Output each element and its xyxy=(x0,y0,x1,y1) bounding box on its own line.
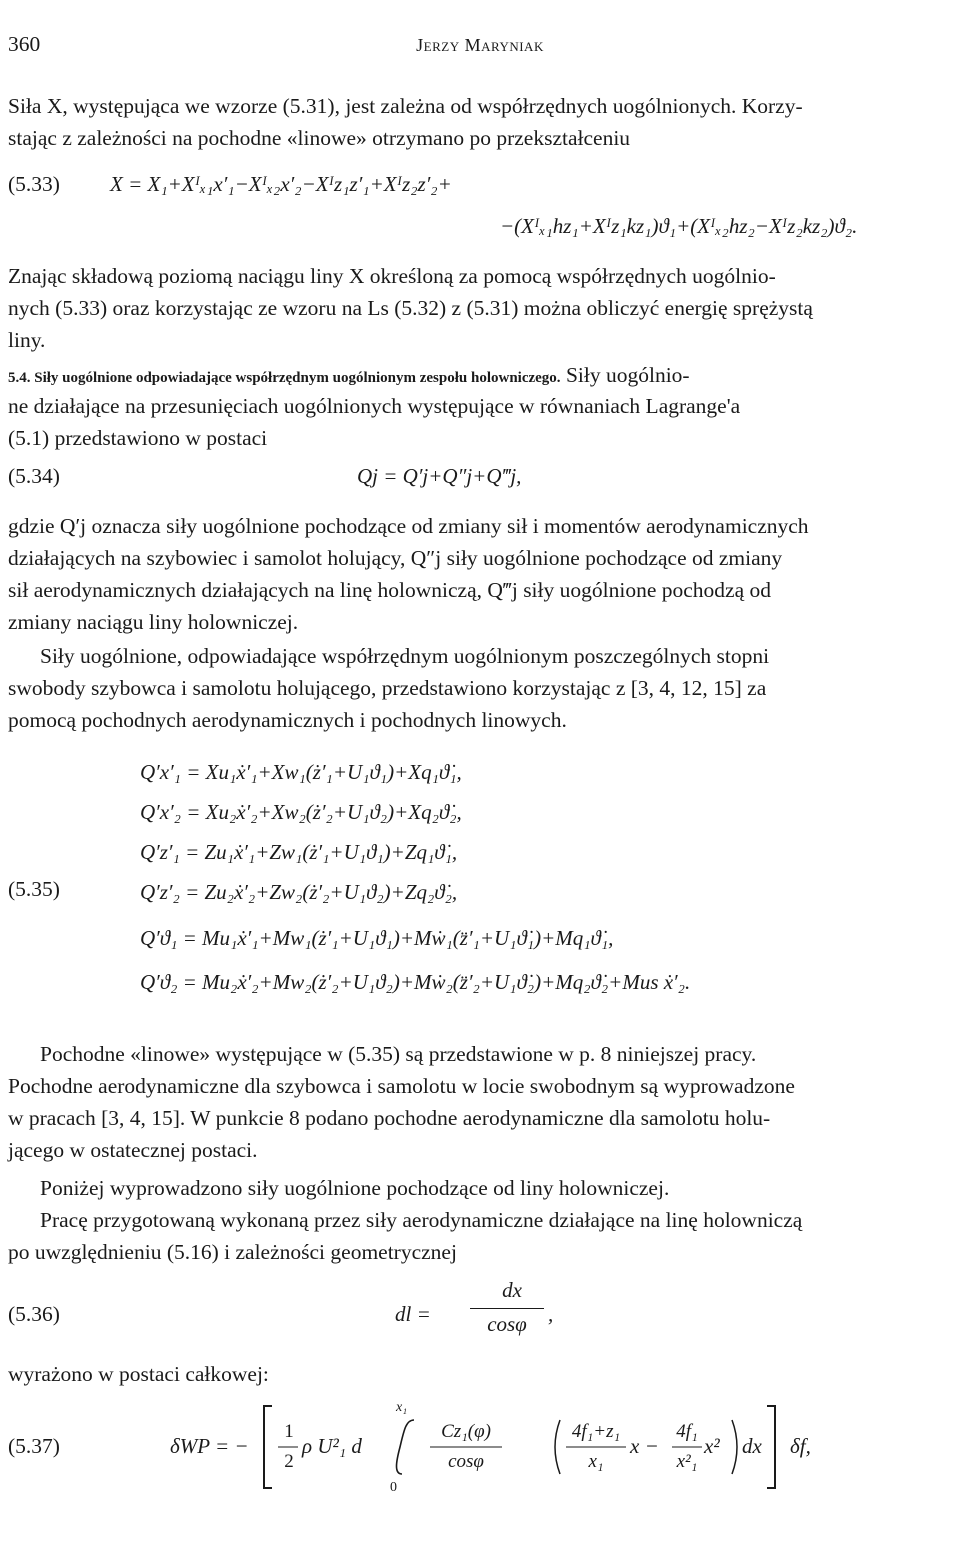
equation-5-33-line1: X = X₁+Xᴵₓ₁x′₁−Xᴵₓ₂x′₂−Xᴵz₁z′₁+Xᴵz₂z′₂+ xyxy=(110,172,452,196)
frac2-denominator: x²₁ xyxy=(676,1451,698,1472)
equation-5-35-row: Q′x′₂ = Xu₂ẋ′₂+Xw₂(ż′₂+U₁ϑ₂)+Xq₂ϑ̇₂, xyxy=(140,800,462,824)
paragraph-line: jącego w ostatecznej postaci. xyxy=(8,1138,258,1162)
paragraph-line: w pracach [3, 4, 15]. W punkcie 8 podano pochodne aerodynamiczne dla samolotu holu- xyxy=(8,1106,771,1130)
mid-term: x − xyxy=(630,1434,659,1458)
paragraph-line: Siły uogólnio- xyxy=(565,363,690,387)
paragraph-line: swobody szybowca i samolotu holującego, przedstawiono korzystając z [3, 4, 12, 15] za xyxy=(8,676,767,700)
paragraph-line: pomocą pochodnych aerodynamicznych i pochodnych linowych. xyxy=(8,708,567,732)
c-fraction-denominator: cosφ xyxy=(448,1451,484,1472)
x-squared-term: x² xyxy=(704,1434,720,1458)
paragraph-line: zmiany naciągu liny holowniczej. xyxy=(8,610,299,634)
delta-f-term: δf, xyxy=(790,1434,811,1458)
paragraph-line: nych (5.33) oraz korzystając ze wzoru na Ls (5.32) z (5.31) można obliczyć energię sprężystą xyxy=(8,296,813,320)
frac2-numerator: 4f₁ xyxy=(676,1421,698,1442)
fraction-numerator: dx xyxy=(502,1278,522,1302)
equation-5-34: Qj = Q′j+Q″j+Q‴j, xyxy=(357,464,522,488)
paragraph-line: Poniżej wyprowadzono siły uogólnione pochodzące od liny holowniczej. xyxy=(40,1176,670,1200)
running-title: Jerzy Maryniak xyxy=(416,35,544,55)
fraction-denominator: cosφ xyxy=(487,1312,527,1336)
equation-5-36-tail: , xyxy=(548,1302,554,1326)
paragraph-line: Pracę przygotowaną wykonaną przez siły aerodynamiczne działające na linę holowniczą xyxy=(40,1208,803,1232)
c-fraction-numerator: Cz₁(φ) xyxy=(441,1421,491,1442)
equation-label: (5.34) xyxy=(8,464,60,488)
paragraph-line: po uwzględnieniu (5.16) i zależności geometrycznej xyxy=(8,1240,457,1264)
equation-5-35-row: Q′ϑ₁ = Mu₁ẋ′₁+Mw₁(ż′₁+U₁ϑ₁)+Mẇ₁(z̈′₁+U₁ϑ̇₁)+Mq₁ϑ̇₁, xyxy=(140,926,614,950)
integral-upper-limit: x₁ xyxy=(396,1400,408,1415)
integral-sign xyxy=(397,1420,415,1474)
equation-5-35-row: Q′ϑ₂ = Mu₂ẋ′₂+Mw₂(ż′₂+U₁ϑ₂)+Mẇ₂(z̈′₂+U₁ϑ̇₂)+Mq₂ϑ̇₂+Mus ẋ′₂. xyxy=(140,970,691,994)
frac1-numerator: 4f₁+z₁ xyxy=(571,1421,621,1442)
paragraph-line: działających na szybowiec i samolot holujący, Q″j siły uogólnione pochodzące od zmiany xyxy=(8,546,783,570)
paragraph-line: Siła X, występująca we wzorze (5.31), jest zależna od współrzędnych uogólnionych. Korzy- xyxy=(8,94,803,118)
paragraph-line: wyrażono w postaci całkowej: xyxy=(8,1362,269,1386)
equation-5-35-row: Q′x′₁ = Xu₁ẋ′₁+Xw₁(ż′₁+U₁ϑ₁)+Xq₁ϑ̇₁, xyxy=(140,760,462,784)
equation-5-35-row: Q′z′₁ = Zu₁ẋ′₁+Zw₁(ż′₁+U₁ϑ₁)+Zq₁ϑ̇₁, xyxy=(140,840,458,864)
paragraph-line: gdzie Q′j oznacza siły uogólnione pochodzące od zmiany sił i momentów aerodynamicznych xyxy=(8,514,809,538)
paragraph-line: liny. xyxy=(8,328,46,352)
equation-label: (5.37) xyxy=(8,1434,60,1458)
paragraph-line: Znając składową poziomą naciągu liny X określoną za pomocą współrzędnych uogólnio- xyxy=(8,264,776,288)
paragraph-line: sił aerodynamicznych działających na linę holowniczą, Q‴j siły uogólnione pochodzą od xyxy=(8,578,771,602)
paragraph-line: Pochodne aerodynamiczne dla szybowca i samolotu w locie swobodnym są wyprowadzone xyxy=(8,1074,795,1098)
paragraph-line: ne działające na przesunięciach uogólnionych występujące w równaniach Lagrange'a xyxy=(8,394,741,418)
integral-lower-limit: 0 xyxy=(390,1480,397,1495)
equation-5-37-lhs: δWP = − xyxy=(170,1434,249,1458)
paragraph-line: Pochodne «linowe» występujące w (5.35) są przedstawione w p. 8 niniejszej pracy. xyxy=(40,1042,757,1066)
page-number: 360 xyxy=(8,32,41,56)
equation-5-36-lhs: dl = xyxy=(395,1302,431,1326)
paragraph-line: (5.1) przedstawiono w postaci xyxy=(8,426,268,450)
paragraph-line: Siły uogólnione, odpowiadające współrzędnym uogólnionym poszczególnych stopni xyxy=(40,644,770,668)
right-paren xyxy=(732,1420,737,1474)
left-bracket xyxy=(264,1406,272,1488)
equation-label: (5.33) xyxy=(8,172,60,196)
half-denominator: 2 xyxy=(284,1451,294,1472)
right-bracket xyxy=(767,1406,775,1488)
fraction-bar xyxy=(470,1308,544,1309)
frac1-denominator: x₁ xyxy=(588,1451,604,1472)
half-numerator: 1 xyxy=(284,1421,294,1442)
equation-5-33-line2: −(Xᴵₓ₁hz₁+Xᴵz₁kz₁)ϑ₁+(Xᴵₓ₂hz₂−Xᴵz₂kz₂)ϑ₂. xyxy=(500,214,858,238)
equation-label: (5.36) xyxy=(8,1302,60,1326)
rho-term: ρ U²₁ d xyxy=(302,1434,362,1458)
paragraph-line: stając z zależności na pochodne «linowe» otrzymano po przekształceniu xyxy=(8,126,631,150)
section-heading: 5.4. Siły uogólnione odpowiadające współrzędnym uogólnionym zespołu holowniczego. xyxy=(8,370,561,386)
left-paren xyxy=(555,1420,560,1474)
equation-label: (5.35) xyxy=(8,877,60,901)
dx-term: dx xyxy=(742,1434,762,1458)
equation-5-35-row: Q′z′₂ = Zu₂ẋ′₂+Zw₂(ż′₂+U₁ϑ₂)+Zq₂ϑ̇₂, xyxy=(140,880,458,904)
